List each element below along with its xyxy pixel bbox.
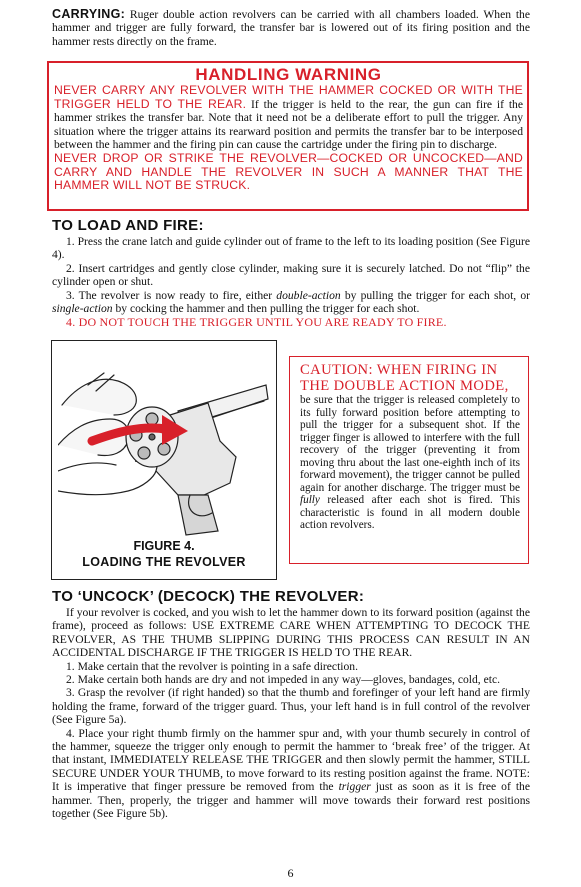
finger-line bbox=[58, 463, 116, 471]
chamber-3 bbox=[158, 443, 170, 455]
load-step-4: 4. DO NOT TOUCH THE TRIGGER UNTIL YOU ARE READY TO FIRE. bbox=[66, 315, 447, 330]
load-step-2: 2. Insert cartridges and gently close cylinder, making sure it is securely latched. Do not “flip” the cylinder open or shut. bbox=[52, 261, 530, 289]
carrying-text: Ruger double action revolvers can be carried with all chambers loaded. When the hammer and trigger are fully forward, the transfer bar is lowered out of its firing position and the hammer rests directly on the frame. bbox=[52, 8, 530, 48]
fully-term: fully bbox=[300, 494, 320, 507]
load-and-fire-section bbox=[52, 217, 530, 330]
carrying-heading: CARRYING: bbox=[52, 7, 126, 21]
trigger-term: trigger bbox=[338, 780, 371, 794]
warning-text: If the trigger is held to the rear, the gun can fire if the hammer strikes the transfer bar. Note that it need not be a deliberate effort to pull the trigger. Any situation where the trigger attains its rearward position and permits the transfer bar to be interposed between the hammer and the firing pin can cause the cartridge under the firing pin to discharge. bbox=[54, 97, 523, 152]
load-step-3 bbox=[52, 289, 530, 316]
uncock-step-4 bbox=[52, 727, 530, 821]
load-step-1: 1. Press the crane latch and guide cylinder out of frame to the left to its loading position (See Figure 4). bbox=[52, 235, 530, 262]
palm-line bbox=[58, 471, 156, 495]
caution-body bbox=[300, 394, 520, 532]
uncock-step-4-part-a: 4. Place your right thumb firmly on the hammer spur and, with your thumb securely in control of the hammer, squeeze the trigger only enough to permit the hammer to ‘break free’ of the trigger. At that instant, IMMEDIATELY RELEASE THE TRIGGER and then slowly permit the hammer, STILL SECURE UNDER YOUR THUMB, to move forward to its resting position against the frame. NOTE: It is imperative that finger pressure be removed from the bbox=[52, 726, 530, 794]
uncock-step-4-part-c: just as soon as it is free of the hammer. Then, properly, the trigger and hammer will move towards their forward rest positions together (See Figure 5b). bbox=[52, 780, 530, 821]
caution-body-part-a: be sure that the trigger is released completely to its fully forward position before attempting to pull the trigger for a subsequent shot. If the trigger finger is allowed to interfere with the full recovery of the trigger (preventing it from moving thru about the last one-eighth inch of its forward movement), the trigger cannot be pulled again for another discharge. The trigger must be bbox=[300, 394, 520, 494]
load-step-3-part-a: 3. The revolver is now ready to fire, either bbox=[66, 288, 277, 302]
carrying-paragraph bbox=[52, 8, 530, 48]
figure-4-box bbox=[51, 340, 277, 580]
single-action-term: single-action bbox=[52, 302, 113, 316]
uncock-heading: TO ‘UNCOCK’ (DECOCK) THE REVOLVER: bbox=[52, 588, 365, 605]
uncock-step-3: 3. Grasp the revolver (if right handed) so that the thumb and forefinger of your left hand are firmly holding the frame, forward of the trigger guard. Thus, your left hand is in full control of the revolver (See Figure 5a). bbox=[52, 686, 530, 727]
cylinder-center bbox=[149, 434, 155, 440]
chamber-4 bbox=[138, 447, 150, 459]
caution-body-part-c: released after each shot is fired. This characteristic is found in all modern double action revolvers. bbox=[300, 494, 520, 532]
thumb-shape bbox=[62, 379, 136, 415]
revolver-loading-illustration bbox=[58, 345, 272, 537]
caution-box bbox=[289, 356, 529, 564]
warning-red-line-1: NEVER CARRY ANY REVOLVER WITH THE HAMMER COCKED OR WITH THE TRIGGER HELD TO THE REAR. bbox=[54, 83, 523, 111]
warning-red-line-2: NEVER DROP OR STRIKE THE REVOLVER—COCKED OR UNCOCKED—AND CARRY AND HANDLE THE REVOLVER IN SUCH A MANNER THAT THE HAMMER WILL NOT BE STRUCK. bbox=[54, 150, 523, 193]
uncock-intro: If your revolver is cocked, and you wish to let the hammer down to its forward position (against the frame), proceed as follows: USE EXTREME CARE WHEN ATTEMPTING TO DECOCK THE REVOLVER, AS THE THUMB SLIPPING DURING THIS PROCESS CAN RESULT IN AN ACCIDENTAL DISCHARGE IF THE TRIGGER IS HELD TO THE REAR. bbox=[52, 606, 530, 660]
warning-paragraph-1 bbox=[54, 84, 523, 152]
double-action-term: double-action bbox=[276, 288, 341, 302]
load-heading: TO LOAD AND FIRE: bbox=[52, 217, 204, 234]
warning-title: HANDLING WARNING bbox=[195, 65, 382, 84]
uncock-section bbox=[52, 588, 530, 821]
load-step-3-part-c: by pulling the trigger for each shot, or bbox=[340, 288, 530, 302]
uncock-step-1: 1. Make certain that the revolver is pointing in a safe direction. bbox=[66, 659, 359, 673]
caution-title: CAUTION: WHEN FIRING IN THE DOUBLE ACTION MODE, bbox=[300, 362, 509, 394]
handling-warning-box bbox=[47, 61, 529, 211]
figure-label: FIGURE 4. bbox=[133, 539, 195, 553]
uncock-step-2: 2. Make certain both hands are dry and not impeded in any way—gloves, bandages, cold, etc. bbox=[66, 673, 500, 687]
page-number: 6 bbox=[287, 866, 294, 880]
figure-caption: LOADING THE REVOLVER bbox=[82, 555, 246, 569]
carrying-section bbox=[52, 8, 530, 48]
chamber-1 bbox=[146, 413, 158, 425]
load-step-3-part-e: by cocking the hammer and then pulling the trigger for each shot. bbox=[112, 302, 420, 316]
warning-paragraph-2 bbox=[54, 152, 523, 193]
